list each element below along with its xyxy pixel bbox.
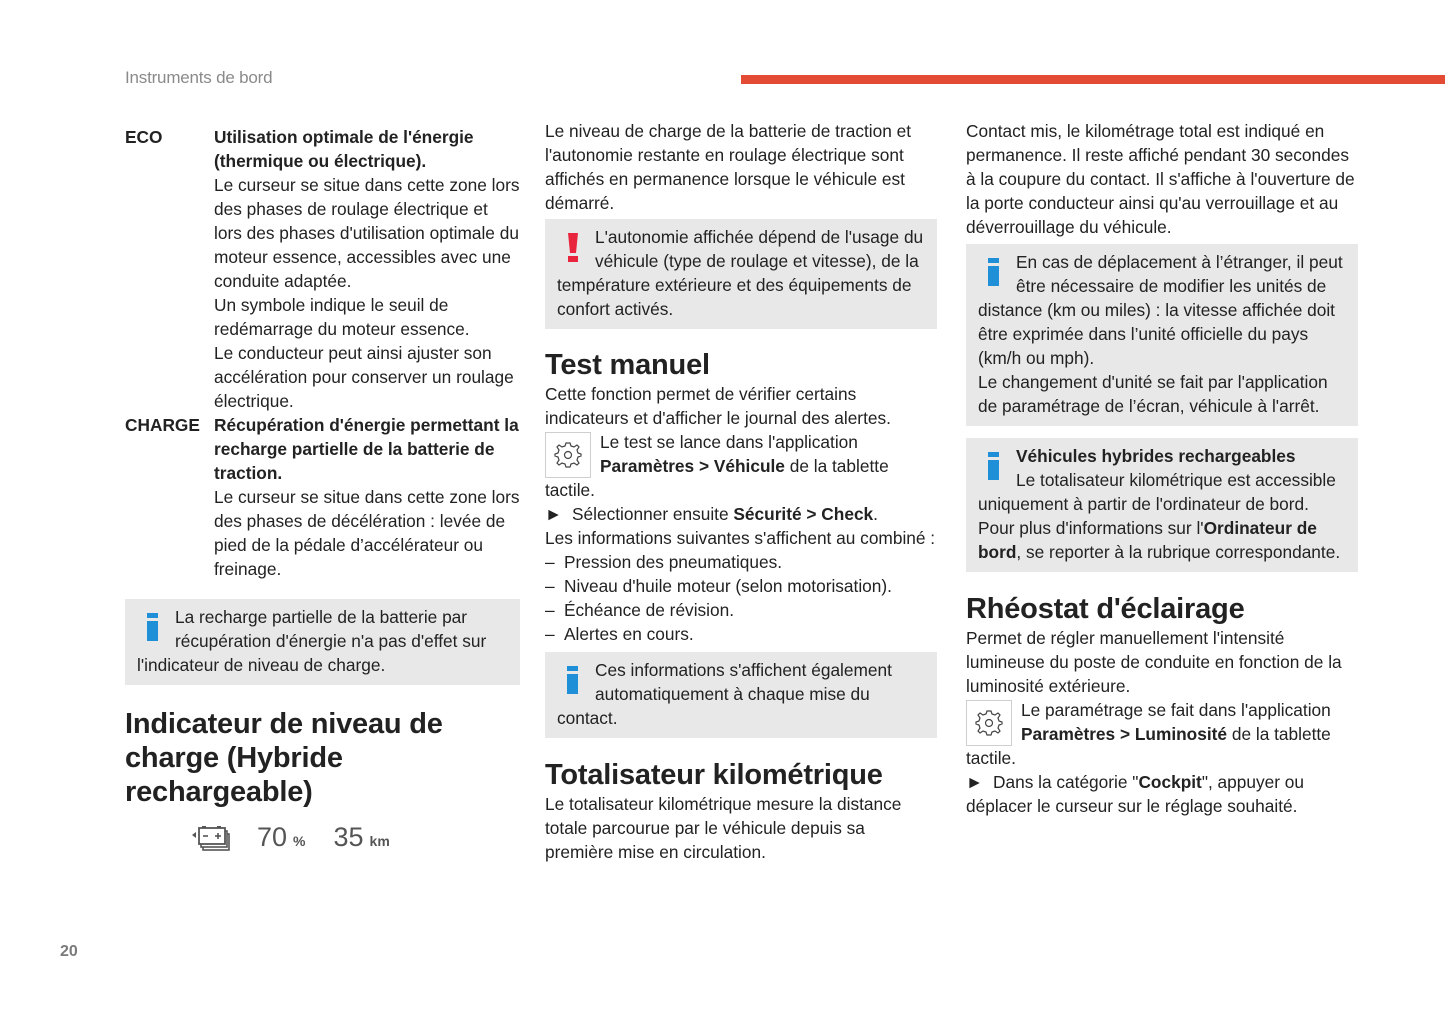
warning-note	[545, 219, 937, 329]
page-number: 20	[60, 943, 78, 960]
info-note-title: Véhicules hybrides rechargeables	[1016, 446, 1296, 466]
info-note-text: Ces informations s'affichent également automatiquement à chaque mise du contact.	[557, 660, 892, 728]
info-icon	[978, 444, 1016, 490]
info-note-text: Le changement d'unité se fait par l'application de paramétrage de l’écran, véhicule à l'arrêt.	[978, 372, 1328, 416]
charge-percent-value: 70	[257, 822, 288, 852]
test-app-instruction: Le test se lance dans l'application Paramètres > Véhicule de la tablette tactile.	[545, 432, 889, 500]
test-heading: Test manuel	[545, 349, 710, 381]
section-title: Instruments de bord	[125, 68, 273, 87]
info-note-text: La recharge partielle de la batterie par récupération d'énergie n'a pas d'effet sur l'indicateur de niveau de charge.	[137, 607, 487, 675]
definition-charge	[125, 413, 520, 581]
battery-icon	[191, 825, 235, 855]
charge-level-indicator	[191, 822, 520, 855]
definition-term: CHARGE	[125, 415, 200, 435]
test-step: ► Sélectionner ensuite Sécurité > Check.	[545, 504, 878, 524]
info-icon	[557, 658, 595, 704]
list-item: – Niveau d'huile moteur (selon motorisation).	[545, 576, 892, 596]
rheostat-app-instruction: Le paramétrage se fait dans l'application Paramètres > Luminosité de la tablette tactile.	[966, 700, 1331, 768]
range-unit: km	[369, 833, 390, 849]
info-note-text: Pour plus d'informations sur l'Ordinateur de bord, se reporter à la rubrique correspondante.	[978, 518, 1341, 562]
definition-eco	[125, 125, 520, 413]
range-value: 35	[333, 822, 364, 852]
intro-text: Le niveau de charge de la batterie de traction et l'autonomie restante en roulage électrique sont affichés en permanence lorsque le véhicule est démarré.	[545, 121, 912, 213]
test-intro: Cette fonction permet de vérifier certains indicateurs et d'afficher le journal des alertes.	[545, 384, 891, 428]
rheostat-heading: Rhéostat d'éclairage	[966, 593, 1245, 625]
charge-percent-unit: %	[293, 833, 306, 849]
rheostat-intro: Permet de régler manuellement l'intensité lumineuse du poste de conduite en fonction de la luminosité extérieure.	[966, 628, 1342, 696]
info-icon	[978, 250, 1016, 296]
list-item: – Alertes en cours.	[545, 624, 694, 644]
arrow-right-icon: ►	[545, 504, 563, 524]
info-note	[125, 599, 520, 685]
column-1	[125, 125, 520, 855]
arrow-right-icon: ►	[966, 772, 984, 792]
info-note	[545, 652, 937, 738]
header-accent-bar	[741, 75, 1445, 84]
settings-gear-icon	[545, 432, 591, 478]
info-note-hybrid	[966, 438, 1358, 572]
odometer-heading: Totalisateur kilométrique	[545, 759, 883, 791]
intro-text: Contact mis, le kilométrage total est indiqué en permanence. Il reste affiché pendant 30 secondes à la coupure du contact. Il s'affiche à l'ouverture de la porte conducteur ainsi qu'au verrouillage et au déverrouillage du véhicule.	[966, 121, 1355, 237]
list-item: – Pression des pneumatiques.	[545, 552, 783, 572]
info-note	[966, 244, 1358, 426]
definition-title: Récupération d'énergie permettant la recharge partielle de la batterie de traction.	[214, 415, 519, 483]
info-icon	[137, 605, 175, 651]
info-note-text: En cas de déplacement à l’étranger, il peut être nécessaire de modifier les unités de distance (km ou miles) : la vitesse affichée doit être exprimée dans l’unité officielle du pays (km/h ou mph).	[978, 252, 1343, 368]
warning-note-text: L'autonomie affichée dépend de l'usage du véhicule (type de roulage et vitesse), de la température extérieure et des équipements de confort activés.	[557, 227, 924, 319]
info-note-text: Le totalisateur kilométrique est accessible uniquement à partir de l'ordinateur de bord.	[978, 470, 1336, 514]
odometer-text: Le totalisateur kilométrique mesure la distance totale parcourue par le véhicule depuis sa première mise en circulation.	[545, 794, 902, 862]
definition-text: Le curseur se situe dans cette zone lors des phases de décélération : levée de pied de la pédale d’accélérateur ou freinage.	[214, 487, 520, 579]
list-item: – Échéance de révision.	[545, 600, 735, 620]
definition-text: Le curseur se situe dans cette zone lors des phases de roulage électrique et lors des phases d'utilisation optimale du moteur essence, accessibles avec une conduite adaptée.	[214, 175, 520, 291]
definition-text: Le conducteur peut ainsi ajuster son accélération pour conserver un roulage électrique.	[214, 343, 514, 411]
column-2	[545, 119, 937, 864]
test-list-intro: Les informations suivantes s'affichent au combiné :	[545, 528, 936, 548]
warning-icon	[557, 225, 595, 271]
settings-gear-icon	[966, 700, 1012, 746]
section-heading: Indicateur de niveau de charge (Hybride rechargeable)	[125, 708, 443, 808]
definition-title: Utilisation optimale de l'énergie (thermique ou électrique).	[214, 127, 474, 171]
definition-text: Un symbole indique le seuil de redémarrage du moteur essence.	[214, 295, 470, 339]
column-3	[966, 119, 1358, 818]
rheostat-step: ► Dans la catégorie "Cockpit", appuyer ou déplacer le curseur sur le réglage souhaité.	[966, 772, 1305, 816]
definition-term: ECO	[125, 127, 163, 147]
